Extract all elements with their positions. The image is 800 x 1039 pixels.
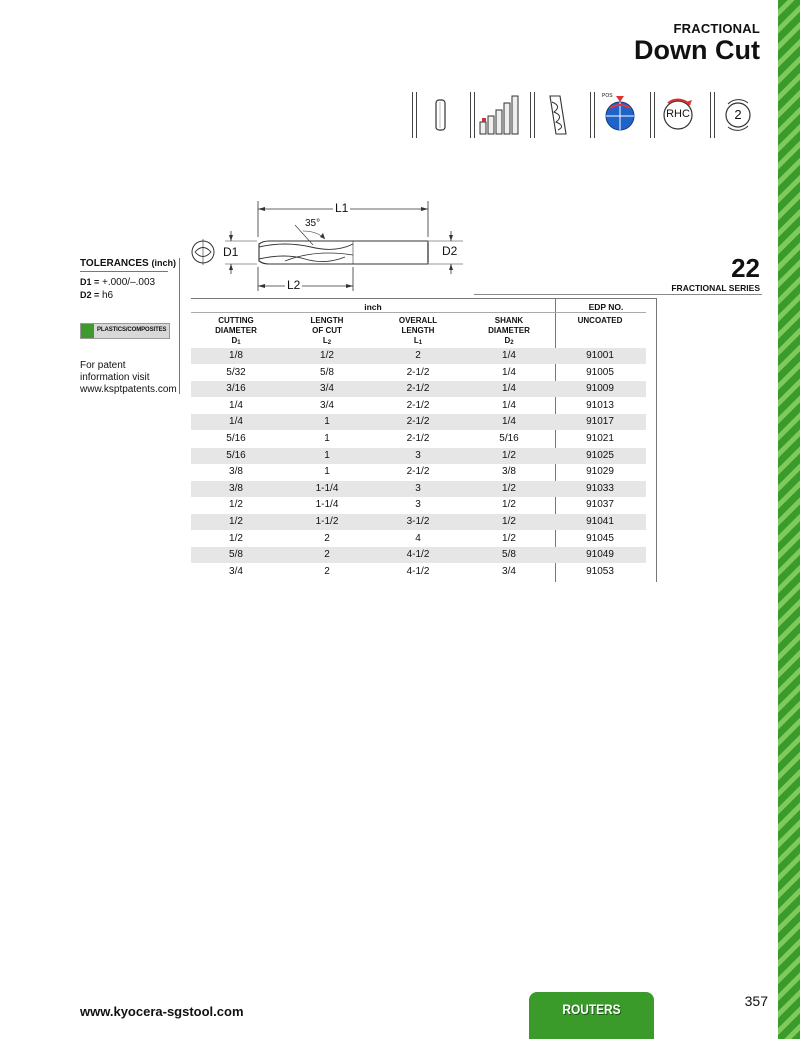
table-cell: 91029 [586, 466, 614, 478]
table-cell: 1/2 [229, 499, 243, 511]
flute-count-icon: 2 [710, 90, 766, 140]
table-cell: 91017 [586, 416, 614, 428]
table-row [191, 365, 646, 381]
table-cell: 5/16 [226, 433, 246, 444]
table-cell: 1/2 [502, 499, 516, 511]
feature-icon-row [412, 90, 770, 140]
table-cell: 3/8 [502, 466, 516, 478]
tolerance-d1: D1 = +.000/–.003 [80, 277, 156, 288]
spiral-flute-icon [530, 90, 586, 140]
patent-link[interactable]: www.ksptpatents.com [80, 384, 177, 395]
table-cell: 1/2 [229, 516, 243, 527]
table-row [191, 564, 646, 580]
table-cell: 91049 [586, 549, 614, 561]
table-cell: 1-1/4 [315, 499, 339, 511]
table-cell: 91001 [586, 350, 614, 361]
table-row [191, 481, 646, 497]
table-row [191, 431, 646, 447]
divider [80, 271, 168, 272]
table-cell: 5/8 [229, 549, 243, 561]
table-cell: 1 [324, 416, 330, 428]
table-cell: 1 [324, 433, 330, 444]
table-cell: 1/4 [502, 416, 516, 428]
category-label: FRACTIONAL [673, 21, 760, 36]
table-cell: 3/8 [229, 466, 243, 478]
material-color-swatch [81, 324, 94, 338]
table-cell: 2-1/2 [406, 466, 430, 478]
divider [179, 258, 180, 394]
side-decorative-stripe [778, 0, 800, 1039]
table-cell: 5/16 [499, 433, 519, 444]
table-cell: 1/4 [502, 383, 516, 395]
table-cell: 5/8 [502, 549, 516, 561]
table-cell: 91037 [586, 499, 614, 511]
col-header-shank-diameter: SHANK DIAMETER D2 [488, 316, 530, 346]
footer-url[interactable]: www.kyocera-sgstool.com [80, 1004, 244, 1019]
table-cell: 2 [415, 350, 421, 361]
table-cell: 1/4 [229, 416, 243, 428]
col-header-cutting-diameter: CUTTING DIAMETER D1 [215, 316, 257, 346]
page-number: 357 [744, 993, 768, 1009]
table-cell: 3/4 [502, 565, 516, 577]
table-cell: 91005 [586, 366, 614, 378]
table-cell: 3/4 [320, 399, 334, 411]
patent-note: For patent information visit www.ksptpatents.com [80, 360, 180, 396]
table-row [191, 348, 646, 364]
d1-label: D1 [223, 245, 239, 259]
table-cell: 1/8 [229, 350, 243, 361]
positive-rake-icon: POS [590, 90, 646, 140]
table-row [191, 414, 646, 430]
table-cell: 1/4 [229, 399, 243, 411]
table-cell: 4-1/2 [406, 549, 430, 561]
table-cell: 5/16 [226, 449, 246, 461]
table-cell: 2-1/2 [406, 366, 430, 378]
table-cell: 91013 [586, 399, 614, 411]
table-row [191, 514, 646, 530]
col-header-uncoated: UNCOATED [577, 316, 623, 325]
col-header-overall-length: OVERALL LENGTH L1 [398, 316, 438, 346]
table-cell: 1/2 [502, 449, 516, 461]
table-row [191, 497, 646, 513]
table-cell: 2 [324, 565, 330, 577]
table-cell: 5/8 [320, 366, 334, 378]
table-cell: 2 [324, 532, 330, 544]
table-row [191, 547, 646, 563]
table-cell: 2 [324, 549, 330, 561]
table-row [191, 398, 646, 414]
table-cell: 3-1/2 [406, 516, 430, 527]
table-cell: 1/4 [502, 399, 516, 411]
table-cell: 1 [324, 449, 330, 461]
table-cell: 4 [415, 532, 421, 544]
tolerance-d2: D2 = h6 [80, 290, 114, 301]
table-cell: 91045 [586, 532, 614, 544]
page-title: Down Cut [634, 35, 760, 65]
table-cell: 91021 [586, 433, 614, 444]
series-number: 22 [731, 253, 760, 283]
table-cell: 3/4 [229, 565, 243, 577]
l1-label: L1 [335, 201, 349, 215]
table-cell: 1/2 [320, 350, 334, 361]
table-cell: 1/2 [229, 532, 243, 544]
tool-dimension-drawing [185, 195, 465, 300]
table-cell: 1/2 [502, 532, 516, 544]
table-cell: 1/4 [502, 366, 516, 378]
rhc-icon: RHC [650, 90, 706, 140]
table-row [191, 381, 646, 397]
table-cell: 1/2 [502, 516, 516, 527]
table-cell: 1/2 [502, 482, 516, 494]
table-cell: 5/32 [226, 366, 246, 378]
table-cell: 1-1/2 [315, 516, 339, 527]
table-cell: 2-1/2 [406, 399, 430, 411]
table-cell: 3/4 [320, 383, 334, 395]
table-cell: 3 [415, 449, 421, 461]
series-label: FRACTIONAL SERIES [671, 283, 760, 293]
table-cell: 3 [415, 482, 421, 494]
table-cell: 91033 [586, 482, 614, 494]
table-row [191, 448, 646, 464]
table-row [191, 531, 646, 547]
cylinder-shank-icon [412, 90, 468, 140]
section-tab: ROUTERS [529, 992, 654, 1039]
table-cell: 91025 [586, 449, 614, 461]
table-cell: 91041 [586, 516, 614, 527]
lengths-icon [470, 90, 526, 140]
edp-header: EDP NO. [588, 302, 624, 312]
d2-label: D2 [442, 244, 458, 258]
table-row [191, 464, 646, 480]
angle-label: 35° [305, 218, 321, 229]
table-cell: 4-1/2 [406, 565, 430, 577]
col-header-length-of-cut: LENGTH OF CUT L2 [310, 316, 344, 346]
table-cell: 2-1/2 [406, 383, 430, 395]
table-cell: 3/8 [229, 482, 243, 494]
table-cell: 91053 [586, 565, 614, 577]
material-badge: PLASTICS/COMPOSITES [80, 323, 170, 339]
divider [474, 294, 762, 295]
unit-header: inch [364, 302, 382, 312]
table-cell: 1/4 [502, 350, 516, 361]
table-cell: 1-1/4 [315, 482, 339, 494]
table-cell: 1 [324, 466, 330, 478]
table-cell: 3 [415, 499, 421, 511]
table-cell: 3/16 [226, 383, 246, 395]
tolerances-heading: TOLERANCES (inch) [80, 258, 176, 269]
table-cell: 91009 [586, 383, 614, 395]
table-cell: 2-1/2 [406, 416, 430, 428]
l2-label: L2 [287, 278, 301, 292]
table-cell: 2-1/2 [406, 433, 430, 444]
